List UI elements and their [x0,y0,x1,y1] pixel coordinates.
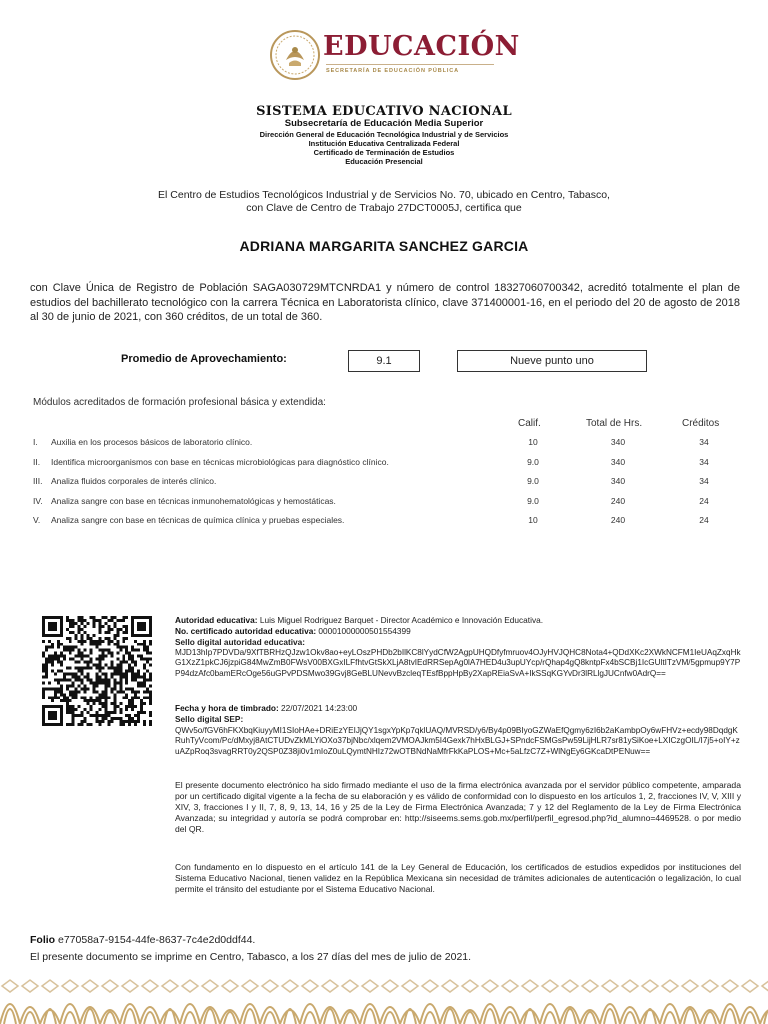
subtitle-3: Institución Educativa Centralizada Federal [308,139,460,148]
module-calif: 10 [528,515,538,525]
cert-number-value: 00001000000501554399 [318,626,411,636]
column-header-calif: Calif. [518,418,541,429]
modules-title: Módulos acreditados de formación profesional básica y extendida: [33,397,326,408]
print-statement: El presente documento se imprime en Centro, Tabasco, a los 27 días del mes de julio de 2021. [30,951,472,963]
module-creditos: 24 [699,515,709,525]
timestamp-line [175,703,741,713]
system-title: SISTEMA EDUCATIVO NACIONAL [256,104,512,119]
cert-number-label: No. certificado autoridad educativa: [175,626,317,636]
column-header-creditos: Créditos [682,418,720,429]
module-hrs: 340 [610,476,626,486]
module-name: Auxilia en los procesos básicos de laboratorio clínico. [51,437,253,447]
promedio-words: Nueve punto uno [457,350,647,372]
row-number: II. [33,457,41,467]
module-name: Analiza sangre con base en técnicas de química clínica y pruebas especiales. [51,515,345,525]
row-number: V. [33,515,41,525]
decorative-footer-pattern [0,976,768,1024]
folio-label: Folio [30,934,56,946]
table-row [33,457,733,473]
promedio-value: 9.1 [348,350,420,372]
row-number: III. [33,476,43,486]
qr-code[interactable] [42,616,152,726]
module-hrs: 240 [610,515,626,525]
sello-sep-label: Sello digital SEP: [175,714,244,724]
module-creditos: 34 [699,457,709,467]
logo-text: EDUCACIÓN [323,31,520,62]
row-number: IV. [33,496,43,506]
folio-line [30,934,255,946]
table-row [33,515,733,531]
module-name: Identifica microorganismos con base en técnicas microbiológicas para diagnóstico clínico. [51,457,389,467]
module-creditos: 34 [699,476,709,486]
module-calif: 9.0 [527,457,539,467]
module-name: Analiza fluidos corporales de interés clínico. [51,476,217,486]
cert-number-line [175,626,741,636]
intro-line-1: El Centro de Estudios Tecnológicos Industrial y de Servicios No. 70, ubicado en Centro, Tabasco, [158,189,610,201]
certification-paragraph: con Clave Única de Registro de Población SAGA030729MTCNRDA1 y número de control 18327060700342, acreditó totalmente el plan de estudios del bachillerato tecnológico con la carrera Técnica en Laboratorista clínico, clave 371400001-16, en el periodo del 20 de agosto de 2018 al 30 de junio de 2021, con 360 créditos, de un total de 360. [30,282,740,323]
sep-seal-icon [270,30,320,80]
authority-label: Autoridad educativa: [175,615,258,625]
module-calif: 9.0 [527,476,539,486]
module-creditos: 34 [699,437,709,447]
timestamp-label: Fecha y hora de timbrado: [175,703,279,713]
authority-value: Luis Miguel Rodriguez Barquet - Director Académico e Innovación Educativa. [259,615,544,625]
intro-text [0,189,768,215]
module-calif: 10 [528,437,538,447]
module-creditos: 24 [699,496,709,506]
subtitle-2: Dirección General de Educación Tecnológica Industrial y de Servicios [259,130,509,139]
module-hrs: 340 [610,437,626,447]
timestamp-value: 22/07/2021 14:23:00 [281,703,358,713]
legal-paragraph-2: Con fundamento en lo dispuesto en el artículo 141 de la Ley General de Educación, los certificados de estudios expedidos por instituciones del Sistema Educativo Nacional, tienen validez en la República Mexicana sin necesidad de trámites adicionales de autenticación o legalización, lo cual permite el tránsito del estudiante por el Sistema Educativo Nacional. [175,862,741,894]
subtitle-1: Subsecretaría de Educación Media Superior [284,118,484,129]
subtitle-4: Certificado de Terminación de Estudios [313,148,455,157]
table-row [33,437,733,453]
subtitle-5: Educación Presencial [345,157,423,166]
sello-sep-value: QWv5o/fGV6hFKXbqKiuyyMI1SIoHAe+DRiEzYEIJjQY1sgxYpKp7qklUAQ/MVRSD/y6/By4p09BIyoGZWaEfQgmy6zI6b2aKambpOy6wFHVz+ecdy98DqdgKRuhTyVcom/Pc/dMxyj8AtCTUDvZkMLYiOXo37bjNbc/xlqem2VMOAJkm5I4Gexk7hHxBLGJ+SPndcFSMGsPw59LijHLR7sr81ySiKoe+LXICzgOIL/I7j5+oIY+zuAZpRoq3svagRRT0y2QSP0Z38ji0v1mIoZ0uLQymtNHIz72wOTBNdNaMfrFkKaPLOS+Mc+5aLfzC7Z+WlNgEy6GKcaDtPENuw== [175,726,740,756]
sello-authority-value: MJD13hIp7PDVDa/9XfTBRHzQJzw1Okv8ao+eyLOszPHDb2bIlKC8lYydCfW2AgpUHQDfyfmruov4OJyHVJQHC8Nota4+QDdXKc2XWkNCFM1IeUAqZxqHkG1XzZ1pkCJ6jzpiG84MwZmB0FWsV00BXGxILFfhtvGtSkXLjA8tvIEdRRSepAg0lA7HED4u3upUYcp/rQhap4gQ8kntpFx4bSCBj1IcGUltITzVM/5gpmup9Y7PP94dzAfc0bamERcOge56uGPvPDSMwo39Gvj8GeBLUNevvBzcleqTEsfBppHpBy2XapREiaSvA+IkSSqKGYvDr3lRLlgJUCnfw0AdrQ== [175,648,741,678]
authority-line [175,615,741,625]
folio-value: e77058a7-9154-44fe-8637-7c4e2d0ddf44. [58,934,256,946]
logo-subtitle: SECRETARÍA DE EDUCACIÓN PÚBLICA [326,68,460,74]
module-calif: 9.0 [527,496,539,506]
sello-authority-label: Sello digital autoridad educativa: [175,637,306,647]
module-name: Analiza sangre con base en técnicas inmunohematológicas y hemostáticas. [51,496,336,506]
legal-paragraph-1: El presente documento electrónico ha sido firmado mediante el uso de la firma electrónica avanzada por el servidor público competente, amparada por un certificado digital vigente a la fecha de su elaboración y es válido de conformidad con lo dispuesto en los artículos 1, 2, fracciones IV, V, XIII y XIV, 3, fracciones I y II, 7, 8, 9, 13, 14, 16 y 25 de la Ley de Firma Electrónica Avanzada; 7 y 12 del Reglamento de la Ley de Firma Electrónica Avanzada; su integridad y autoría se podrá comprobar en: http://siseems.sems.gob.mx/perfil/perfil_egresod.php?id_alumno=4469528. o por medio del QR. [175,780,741,834]
row-number: I. [33,437,38,447]
module-hrs: 340 [610,457,626,467]
logo-divider [326,64,494,65]
table-row [33,496,733,512]
promedio-label: Promedio de Aprovechamiento: [121,353,287,365]
table-row [33,476,733,492]
intro-line-2: con Clave de Centro de Trabajo 27DCT0005J, certifica que [246,202,522,214]
student-name: ADRIANA MARGARITA SANCHEZ GARCIA [239,238,529,254]
column-header-total-hrs: Total de Hrs. [586,418,643,429]
module-hrs: 240 [610,496,626,506]
